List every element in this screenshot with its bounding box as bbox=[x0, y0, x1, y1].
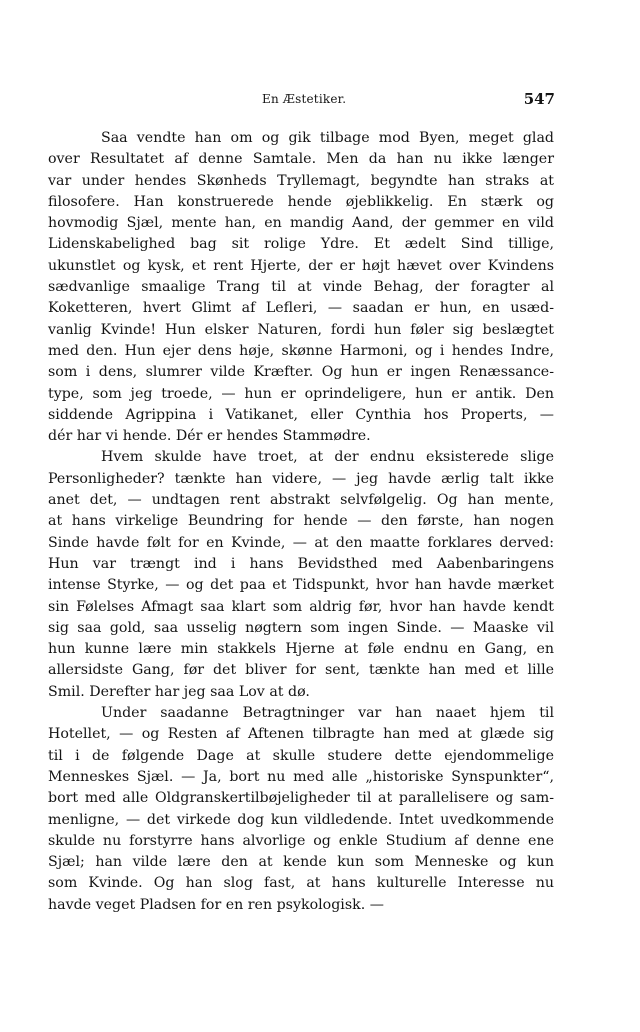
text-line: Personligheder? tænkte han videre, — jeg havde ærlig talt ikke bbox=[48, 470, 554, 487]
text-line: Under saadanne Betragtninger var han naaet hjem til bbox=[101, 705, 554, 722]
text-line: hovmodig Sjæl, mente han, en mandig Aand, der gemmer en vild bbox=[48, 215, 554, 232]
text-line: Smil. Derefter har jeg saa Lov at dø. bbox=[48, 683, 310, 700]
text-line: menligne, — det virkede dog kun vildledende. Intet uvedkommende bbox=[48, 811, 554, 828]
running-header bbox=[0, 92, 640, 112]
text-line: Menneskes Sjæl. — Ja, bort nu med alle „historiske Synspunkter“, bbox=[48, 768, 554, 785]
text-line: Sinde havde følt for en Kvinde, — at den maatte forklares derved: bbox=[48, 534, 554, 551]
text-line: som i dens, slumrer vilde Kræfter. Og hun er ingen Renæssance- bbox=[48, 364, 554, 381]
text-line: Saa vendte han om og gik tilbage mod Byen, meget glad bbox=[101, 130, 554, 146]
text-line: til i de følgende Dage at skulle studere dette ejendommelige bbox=[48, 747, 554, 764]
text-line: allersidste Gang, før det bliver for sent, tænkte han med et lille bbox=[48, 662, 554, 679]
text-line: Lidenskabelighed bag sit rolige Ydre. Et ædelt Sind tillige, bbox=[48, 236, 554, 253]
text-line: bort med alle Oldgranskertilbøjeligheder til at parallelisere og sam- bbox=[48, 790, 554, 807]
text-line: Sjæl; han vilde lære den at kende kun som Menneske og kun bbox=[48, 854, 554, 871]
text-line: sin Følelses Afmagt saa klart som aldrig før, hvor han havde kendt bbox=[48, 598, 554, 615]
text-line: med den. Hun ejer dens høje, skønne Harmoni, og i hendes Indre, bbox=[48, 342, 554, 359]
text-line: hun kunne lære min stakkels Hjerne at føle endnu en Gang, en bbox=[48, 641, 554, 658]
text-line: at hans virkelige Beundring for hende — den første, han nogen bbox=[48, 513, 554, 530]
text-line: intense Styrke, — og det paa et Tidspunkt, hvor han havde mærket bbox=[48, 577, 554, 594]
text-line: skulde nu forstyrre hans alvorlige og enkle Studium af denne ene bbox=[48, 832, 554, 849]
body-text bbox=[48, 128, 554, 916]
text-line: Hotellet, — og Resten af Aftenen tilbragte han med at glæde sig bbox=[48, 726, 554, 743]
text-line: Hun var trængt ind i hans Bevidsthed med Aabenbaringens bbox=[48, 555, 554, 572]
text-line: Koketteren, hvert Glimt af Lefleri, — saadan er hun, en usæd- bbox=[48, 300, 554, 317]
text-line: sig saa gold, saa usselig nøgtern som ingen Sinde. — Maaske vil bbox=[48, 619, 554, 636]
text-line: ukunstlet og kysk, et rent Hjerte, der er højt hævet over Kvindens bbox=[48, 257, 554, 274]
text-line: havde veget Pladsen for en ren psykologisk. — bbox=[48, 896, 384, 913]
text-line: siddende Agrippina i Vatikanet, eller Cynthia hos Properts, — bbox=[48, 406, 554, 423]
text-line: filosofere. Han konstruerede hende øjeblikkelig. En stærk og bbox=[48, 193, 554, 210]
text-line: sædvanlige smaalige Trang til at vinde Behag, der foragter al bbox=[48, 279, 554, 296]
text-line: anet det, — undtagen rent abstrakt selvfølgelig. Og han mente, bbox=[48, 492, 554, 509]
text-line: som Kvinde. Og han slog fast, at hans kulturelle Interesse nu bbox=[48, 875, 554, 892]
text-line: var under hendes Skønheds Tryllemagt, begyndte han straks at bbox=[48, 172, 554, 189]
page-number: 547 bbox=[523, 90, 555, 108]
running-title: En Æstetiker. bbox=[262, 92, 347, 106]
text-line: dér har vi hende. Dér er hendes Stammødre. bbox=[48, 428, 371, 445]
text-line: type, som jeg troede, — hun er oprindeligere, hun er antik. Den bbox=[48, 385, 554, 402]
text-line: over Resultatet af denne Samtale. Men da han nu ikke længer bbox=[48, 151, 554, 168]
text-line: vanlig Kvinde! Hun elsker Naturen, fordi hun føler sig beslægtet bbox=[48, 321, 554, 338]
text-line: Hvem skulde have troet, at der endnu eksisterede slige bbox=[101, 449, 554, 466]
